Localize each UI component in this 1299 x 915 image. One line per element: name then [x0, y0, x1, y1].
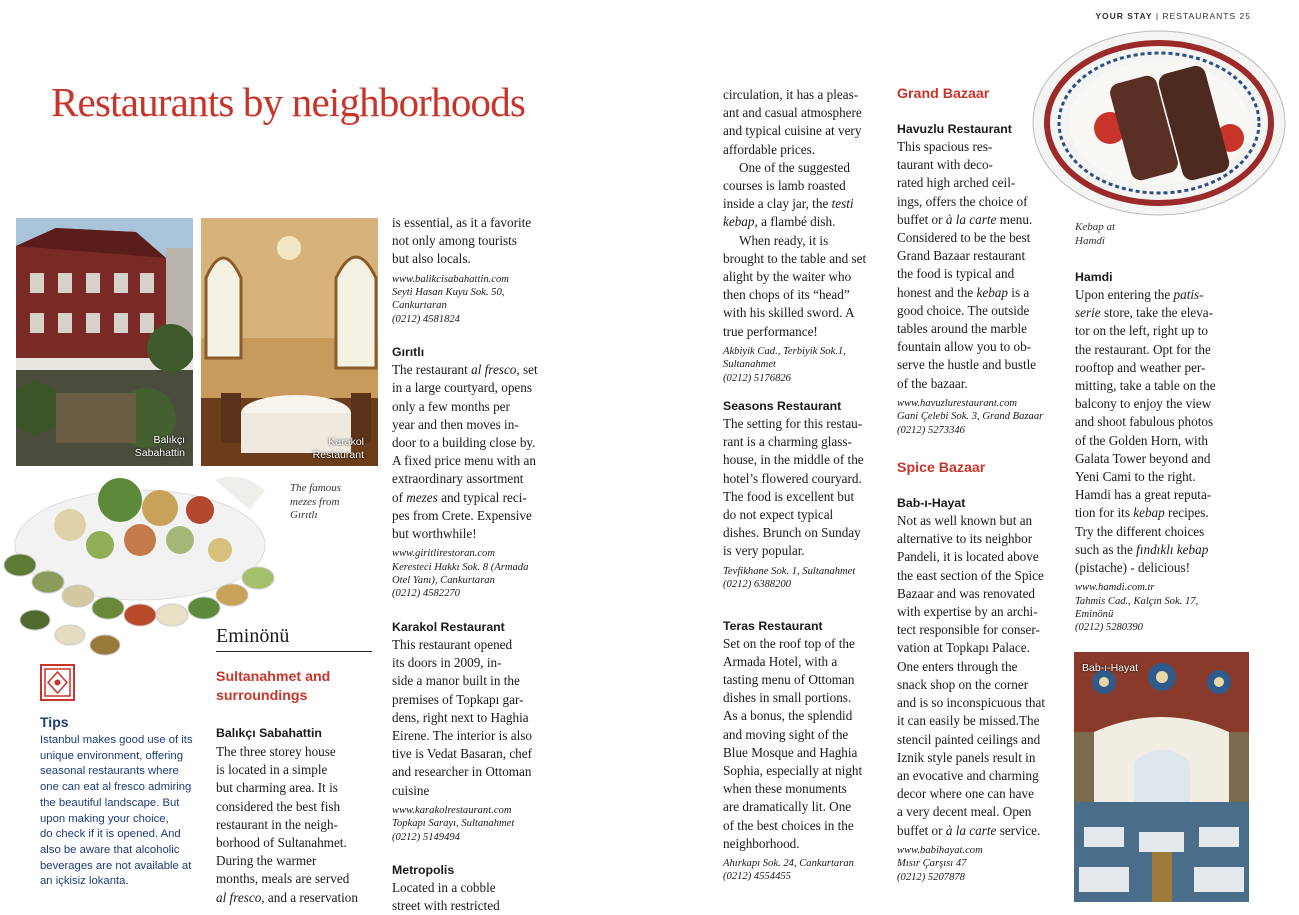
text-fragment: tion for its — [1075, 505, 1134, 521]
text-line: alight by the waiter who — [723, 269, 852, 285]
text-fragment: of — [392, 489, 407, 505]
column-3 — [723, 86, 883, 884]
text-fragment: honest and the — [897, 284, 977, 300]
address-line: Tevfikhane Sok. 1, Sultanahmet — [723, 565, 856, 577]
text-line: ant and casual atmosphere — [723, 105, 862, 121]
text-line: when these monuments — [723, 781, 847, 797]
italic-term: mezes — [406, 489, 438, 505]
text-line: This spacious res- — [897, 139, 993, 154]
restaurant-name-babihayat: Bab-ı-Hayat — [897, 496, 966, 511]
text-line: This restaurant opened — [392, 636, 513, 652]
italic-term: fındıklı kebap — [1136, 541, 1209, 557]
spice-bazaar-heading: Spice Bazaar — [897, 460, 986, 477]
text-line: are dramatically lit. One — [723, 799, 852, 815]
italic-term: al fresco — [216, 889, 262, 905]
text-line: Hamdi has a great reputa- — [1075, 487, 1212, 503]
text-line — [723, 213, 883, 231]
text-fragment: recipes. — [1164, 505, 1209, 521]
italic-term: al fresco — [471, 362, 517, 378]
text-line: Set on the roof top of the — [723, 635, 855, 651]
text-line: street with restricted — [392, 898, 500, 914]
text-line: Sophia, especially at night — [723, 762, 863, 778]
text-line — [723, 195, 883, 213]
text-line: an evocative and charming — [897, 767, 1039, 783]
text-line: stencil painted ceilings and — [897, 731, 1041, 747]
column-2 — [392, 214, 552, 915]
text-fragment: service. — [996, 822, 1041, 838]
text-fragment: such as the — [1075, 541, 1137, 557]
balikci-info — [392, 273, 552, 327]
text-line — [897, 822, 1059, 840]
text-line: year and then moves in- — [392, 416, 519, 432]
text-fragment: inside a clay jar, the — [723, 196, 832, 212]
teras-info — [723, 857, 883, 884]
text-line: vation at Topkapı Palace. — [897, 640, 1030, 656]
text-line: and shoot fabulous photos — [1075, 414, 1214, 430]
tips-line: the beautiful landscape. But — [40, 796, 180, 809]
text-line: balcony to enjoy the view — [1075, 396, 1212, 412]
address-line: Akbiyik Cad., Terbiyik Sok.1, — [723, 345, 846, 357]
website: www.balikcisabahattin.com — [392, 273, 509, 285]
text-line: but worthwhile! — [392, 526, 477, 542]
text-line: decor where one can have — [897, 786, 1034, 802]
address-line: Sultanahmet — [723, 359, 776, 371]
phone: (0212) 4581824 — [392, 313, 460, 325]
text-line: The three storey house — [216, 744, 336, 759]
photo-label-karakol — [313, 436, 364, 462]
text-line: snack shop on the corner — [897, 676, 1029, 692]
text-line: tables around the marble — [897, 321, 1027, 337]
text-line: but charming area. It is — [216, 780, 338, 796]
restaurant-name-giritli: Gırıtlı — [392, 345, 425, 360]
text-line: side a manor built in the — [392, 673, 520, 689]
text-line: hotel’s flowered couryard. — [723, 470, 862, 486]
text-line: borhood of Sultanahmet. — [216, 835, 347, 851]
text-line: in a large courtyard, opens — [392, 380, 533, 396]
text-line: Bazaar and was renovated — [897, 585, 1036, 601]
address-line: Ahırkapı Sok. 24, Cankurtaran — [723, 857, 854, 869]
text-line: dishes in small portions. — [723, 690, 852, 706]
text-line: cuisine — [392, 782, 430, 798]
address-line: Seyti Hasan Kuyu Sok. 50, — [392, 287, 505, 299]
caption-kebap — [1075, 221, 1115, 248]
tips-line: Istanbul makes good use of its — [40, 734, 193, 746]
italic-term: serie — [1075, 305, 1101, 321]
address-line: Gani Çelebi Sok. 3, Grand Bazaar — [897, 411, 1044, 423]
address-line: Cankurtaran — [392, 300, 447, 312]
phone: (0212) 4582270 — [392, 588, 460, 600]
entry-balikci-sabahattin — [216, 725, 376, 907]
tips-line: unique environment, offering — [40, 749, 183, 762]
text-line: and is so inconspicuous that — [897, 695, 1045, 711]
text-line: Yeni Cami to the right. — [1075, 469, 1196, 485]
text-line: is very popular. — [723, 543, 805, 559]
page-title: Restaurants by neighborhoods — [51, 79, 526, 125]
italic-term: kebap — [976, 284, 1008, 300]
text-line: but also locals. — [392, 251, 471, 267]
text-line: rant is a charming glass- — [723, 434, 852, 450]
text-fragment: The restaurant — [392, 362, 472, 378]
text-line: not only among tourists — [392, 233, 517, 249]
caption-line: mezes from — [290, 495, 340, 508]
phone: (0212) 5149494 — [392, 831, 460, 843]
text-line: tive is Vedat Basaran, chef — [392, 746, 533, 762]
photo-kebap-plate — [1030, 28, 1288, 218]
tips-line: do check if it is opened. And — [40, 828, 181, 841]
karakol-info — [392, 804, 552, 844]
text-line: Considered to be the best — [897, 230, 1031, 246]
text-line: Armada Hotel, with a — [723, 653, 838, 669]
website: www.giritlirestoran.com — [392, 548, 496, 560]
text-line: As a bonus, the splendid — [723, 708, 853, 724]
text-fragment: buffet or — [897, 211, 946, 227]
tips-title: Tips — [40, 714, 69, 730]
address-line: Keresteci Hakkı Sok. 8 (Armada — [392, 561, 529, 573]
subheading-line: Sultanahmet and — [216, 669, 331, 685]
text-line: considered the best fish — [216, 798, 341, 814]
text-line: its doors in 2009, in- — [392, 655, 502, 671]
text-line: Galata Tower beyond and — [1075, 450, 1211, 466]
babihayat-info — [897, 844, 1059, 884]
text-line: courses is lamb roasted — [723, 178, 846, 194]
text-fragment: menu. — [996, 211, 1033, 227]
text-line — [1075, 286, 1240, 304]
website: www.karakolrestaurant.com — [392, 804, 512, 816]
text-line — [216, 889, 376, 907]
italic-term: à la carte — [945, 822, 997, 838]
text-line: it can easily be missed.The — [897, 713, 1040, 729]
text-line: and moving sight of the — [723, 726, 849, 742]
phone: (0212) 4554455 — [723, 871, 791, 883]
text-line: circulation, it has a pleas- — [723, 87, 859, 102]
text-line: Iznik style panels result in — [897, 749, 1036, 765]
tips-line: upon making your choice, — [40, 812, 169, 825]
text-line: tasting menu of Ottoman — [723, 671, 855, 687]
caption-line: Kebap at — [1075, 221, 1116, 233]
text-line: Blue Mosque and Haghia — [723, 744, 858, 760]
text-fragment: , set — [516, 362, 538, 378]
havuzlu-info — [897, 397, 1059, 437]
text-line: One of the suggested — [739, 159, 850, 175]
text-line: and typical cuisine at very — [723, 123, 862, 139]
text-fragment: is a — [1007, 284, 1030, 300]
house-illustration — [16, 218, 193, 466]
text-line: then chops of its “head” — [723, 287, 850, 303]
caption-line: Hamdi — [1075, 234, 1105, 247]
text-line: During the warmer — [216, 853, 317, 869]
text-line: is essential, as it a favorite — [392, 215, 532, 230]
text-line: tect responsible for conser- — [897, 622, 1040, 638]
text-line: months, meals are served — [216, 871, 350, 887]
tips-line: beverages are not available at — [40, 859, 192, 872]
text-line: Pandeli, it is located above — [897, 549, 1039, 565]
header-chapter: RESTAURANTS — [1162, 11, 1237, 21]
grand-bazaar-heading: Grand Bazaar — [897, 86, 990, 102]
text-line: neighborhood. — [723, 835, 800, 851]
text-fragment: , a flambé dish. — [754, 214, 836, 230]
text-line: alternative to its neighbor — [897, 531, 1033, 547]
text-line: ings, offers the choice of — [897, 193, 1028, 209]
text-line: the east section of the Spice — [897, 567, 1044, 583]
address-line: Eminönü — [1075, 609, 1114, 621]
tips-line: seasonal restaurants where — [40, 765, 179, 778]
photo-label-babihayat: Bab-ı-Hayat — [1082, 662, 1139, 674]
text-line — [1075, 504, 1240, 522]
tips-line: also be aware that alcoholic — [40, 843, 180, 856]
text-line — [1075, 541, 1240, 559]
text-line: with his skilled sword. A — [723, 305, 855, 321]
text-line: with expertise by an archi- — [897, 604, 1038, 620]
header-section: YOUR STAY — [1095, 11, 1153, 21]
text-line: Located in a cobble — [392, 879, 496, 895]
text-line: Eirene. The interior is also — [392, 727, 533, 743]
tips-text — [40, 733, 200, 890]
text-line: (pistache) - delicious! — [1075, 560, 1190, 576]
text-fragment: and typical reci- — [437, 489, 527, 505]
subheading-line: surroundings — [216, 688, 308, 704]
text-line: good choice. The outside — [897, 302, 1030, 318]
text-line: restaurant in the neigh- — [216, 816, 338, 832]
restaurant-name: Balıkçı Sabahattin — [216, 726, 322, 740]
tips-line: one can eat al fresco admiring — [40, 781, 192, 794]
text-line: dens, right next to Haghia — [392, 709, 529, 725]
caption-line: The famous — [290, 482, 342, 494]
text-line: brought to the table and set — [723, 250, 867, 266]
photo-balikci-sabahattin — [16, 218, 193, 466]
photo-bab-i-hayat — [1074, 652, 1249, 902]
italic-term: kebap — [1133, 505, 1165, 521]
metropolis-info — [723, 345, 883, 385]
restaurant-name-havuzlu: Havuzlu Restaurant — [897, 122, 1012, 136]
italic-term: testi — [831, 196, 854, 212]
phone: (0212) 5176826 — [723, 372, 791, 384]
hamdi-info — [1075, 581, 1240, 635]
restaurant-name-karakol: Karakol Restaurant — [392, 619, 505, 634]
text-line: of the bazaar. — [897, 375, 968, 391]
text-line — [1075, 304, 1240, 322]
phone: (0212) 5280390 — [1075, 622, 1143, 634]
restaurant-name-seasons: Seasons Restaurant — [723, 399, 842, 414]
website: www.hamdi.com.tr — [1075, 582, 1155, 594]
phone: (0212) 5273346 — [897, 424, 965, 436]
text-fragment: buffet or — [897, 822, 946, 838]
text-line — [392, 489, 552, 507]
eminonu-rule — [216, 651, 372, 652]
text-line: true performance! — [723, 323, 818, 339]
photo-label-line: Balıkçı — [153, 434, 185, 446]
text-line: pes from Crete. Expensive — [392, 507, 532, 523]
photo-label-balikci — [135, 434, 185, 460]
tips-line: an içkisiz lokanta. — [40, 875, 129, 888]
photo-label-line: Restaurant — [312, 449, 364, 461]
page-number: 25 — [1239, 11, 1251, 21]
text-line: of the best choices in the — [723, 817, 854, 833]
address-line: Tahmis Cad., Kalçın Sok. 17, — [1075, 595, 1199, 607]
text-line: A fixed price menu with an — [392, 453, 536, 469]
address-line: Otel Yanı), Cankurtaran — [392, 575, 495, 587]
photo-label-line: Sabahattin — [134, 447, 185, 459]
text-line: house, in the middle of the — [723, 452, 864, 468]
text-line: a very decent meal. Open — [897, 804, 1032, 820]
text-line: One enters through the — [897, 658, 1018, 674]
italic-term: kebap — [723, 214, 755, 230]
website: www.havuzlurestaurant.com — [897, 397, 1018, 409]
text-line: serve the hustle and bustle — [897, 357, 1037, 373]
text-line: door to a building close by. — [392, 435, 536, 451]
text-line: is located in a simple — [216, 762, 328, 778]
text-line: Try the different choices — [1075, 523, 1205, 539]
text-line: the food is typical and — [897, 266, 1015, 282]
text-line: Grand Bazaar restaurant — [897, 248, 1026, 264]
interior-illustration — [201, 218, 378, 466]
tiled-interior-illustration — [1074, 652, 1249, 902]
caption-mezes — [290, 482, 341, 523]
photo-label-line: Karakol — [328, 436, 364, 448]
text-line: The setting for this restau- — [723, 416, 863, 432]
text-line: mitting, take a table on the — [1075, 378, 1216, 394]
text-line — [897, 284, 1059, 302]
text-fragment: Upon entering the — [1075, 287, 1174, 302]
text-line: rated high arched ceil- — [897, 175, 1016, 191]
italic-term: patis- — [1173, 287, 1204, 302]
text-fragment: , and a reservation — [261, 889, 358, 905]
seasons-info — [723, 565, 883, 592]
restaurant-name-teras: Teras Restaurant — [723, 618, 823, 633]
text-line: and researcher in Ottoman — [392, 764, 532, 780]
text-line — [392, 361, 552, 379]
restaurant-name-metropolis: Metropolis — [392, 862, 455, 877]
restaurant-name-hamdi: Hamdi — [1075, 270, 1113, 284]
text-line: affordable prices. — [723, 141, 816, 157]
text-line: do not expect typical — [723, 507, 834, 523]
phone: (0212) 5207878 — [897, 871, 965, 883]
address-line: Mısır Çarşısı 47 — [897, 858, 967, 870]
ornament-tile-icon — [40, 664, 75, 701]
text-fragment: store, take the eleva- — [1100, 305, 1214, 321]
text-line: tor on the left, right up to — [1075, 323, 1208, 339]
text-line: fountain allow you to ob- — [897, 339, 1032, 355]
italic-term: à la carte — [945, 211, 997, 227]
address-line: Topkapı Sarayı, Sultanahmet — [392, 818, 515, 830]
text-line: Not as well known but an — [897, 513, 1033, 529]
text-line: the restaurant. Opt for the — [1075, 341, 1211, 357]
text-line: of the Golden Horn, with — [1075, 432, 1208, 448]
text-line: dishes. Brunch on Sunday — [723, 525, 861, 541]
kebap-illustration — [1030, 28, 1288, 218]
phone: (0212) 6388200 — [723, 579, 791, 591]
column-5 — [1075, 269, 1240, 635]
giritli-info — [392, 547, 552, 601]
text-line: taurant with deco- — [897, 157, 993, 173]
photo-karakol-restaurant — [201, 218, 378, 466]
text-line: extraordinary assortment — [392, 471, 524, 487]
running-header: YOUR STAY | RESTAURANTS 25 — [1095, 11, 1251, 21]
text-line: premises of Topkapı gar- — [392, 691, 524, 707]
text-line: When ready, it is — [739, 232, 829, 248]
caption-line: Gırıtlı — [290, 509, 318, 521]
website: www.babihayat.com — [897, 844, 983, 856]
eminonu-heading: Eminönü — [216, 625, 290, 647]
text-line: rooftop and weather per- — [1075, 359, 1206, 375]
text-line: The food is excellent but — [723, 488, 855, 504]
text-line: only a few months per — [392, 398, 510, 414]
sultanahmet-subheading — [216, 668, 330, 706]
